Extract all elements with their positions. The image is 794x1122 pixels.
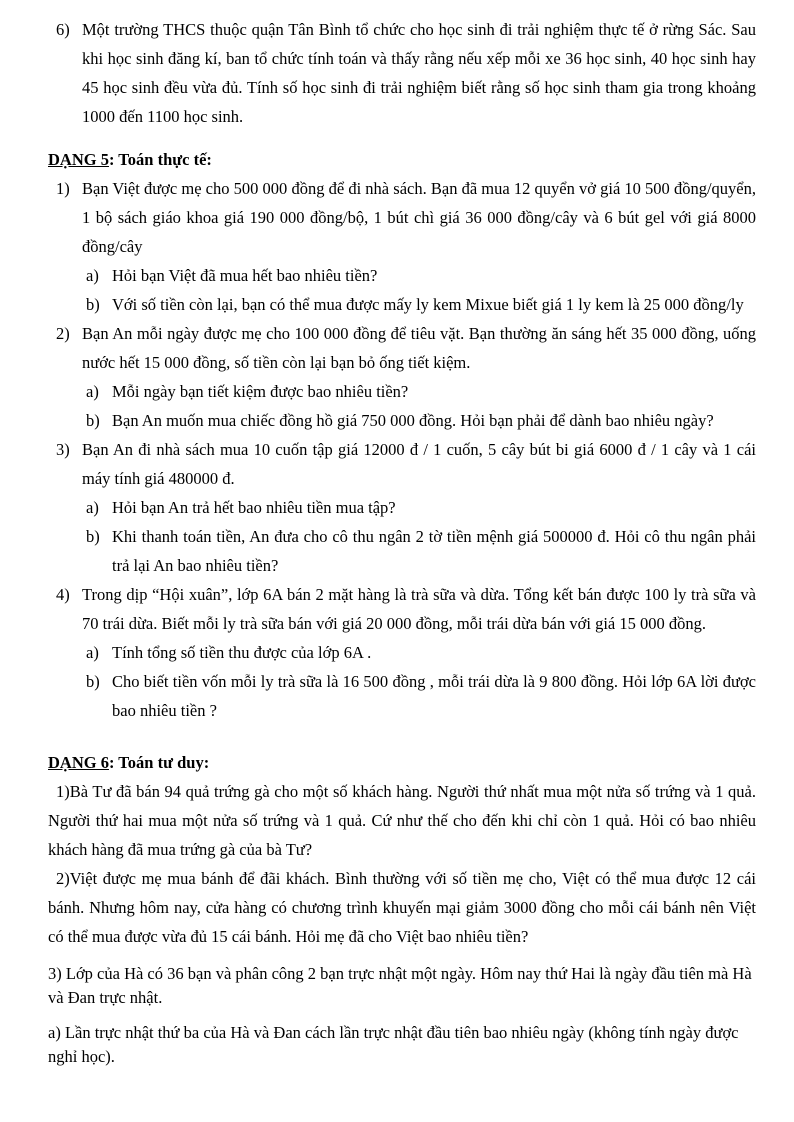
sub-question-letter: a) bbox=[86, 266, 99, 285]
problem-item bbox=[48, 174, 756, 261]
sub-question-letter: b) bbox=[86, 527, 100, 546]
sub-question-text: Hỏi bạn An trả hết bao nhiêu tiền mua tập? bbox=[112, 498, 396, 517]
section-5-heading-label: DẠNG 5 bbox=[48, 150, 109, 169]
section-6-paragraph: 3) Lớp của Hà có 36 bạn và phân công 2 bạn trực nhật một ngày. Hôm nay thứ Hai là ngày đầu tiên mà Hà và Đan trực nhật. bbox=[48, 964, 752, 1007]
sub-question bbox=[48, 261, 756, 290]
sub-question-letter: b) bbox=[86, 295, 100, 314]
sub-question-letter: a) bbox=[86, 643, 99, 662]
sub-question-letter: a) bbox=[86, 498, 99, 517]
sub-question bbox=[48, 667, 756, 725]
problem-text: Bạn An đi nhà sách mua 10 cuốn tập giá 12000 đ / 1 cuốn, 5 cây bút bi giá 6000 đ / 1 cây và 1 cái máy tính giá 480000 đ. bbox=[82, 440, 756, 488]
problem-number: 1) bbox=[56, 179, 70, 198]
sub-question-text: Khi thanh toán tiền, An đưa cho cô thu ngân 2 tờ tiền mệnh giá 500000 đ. Hỏi cô thu ngân phải trả lại An bao nhiêu tiền? bbox=[112, 527, 756, 575]
problem-text: Một trường THCS thuộc quận Tân Bình tổ chức cho học sinh đi trải nghiệm thực tế ở rừng Sác. Sau khi học sinh đăng kí, ban tổ chức tính toán và thấy rằng nếu xếp mỗi xe 36 học sinh, 40 học sinh hay 45 học sinh đều vừa đủ. Tính số học sinh đi trải nghiệm biết rằng số học sinh tham gia trong khoảng 1000 đến 1100 học sinh. bbox=[82, 20, 756, 126]
section-6-paragraph: 1)Bà Tư đã bán 94 quả trứng gà cho một số khách hàng. Người thứ nhất mua một nửa số trứng và 1 quả. Người thứ hai mua một nửa số trứng và 1 quả. Cứ như thế cho đến khi chỉ còn 1 quả. Hỏi có bao nhiêu khách hàng đã mua trứng gà của bà Tư? bbox=[48, 782, 756, 859]
problem-number: 3) bbox=[56, 440, 70, 459]
sub-question bbox=[48, 406, 756, 435]
problem-item bbox=[48, 435, 756, 493]
problem-number: 4) bbox=[56, 585, 70, 604]
problem-text: Bạn An mỗi ngày được mẹ cho 100 000 đồng để tiêu vặt. Bạn thường ăn sáng hết 35 000 đồng, uống nước hết 15 000 đồng, số tiền còn lại bạn bỏ ống tiết kiệm. bbox=[82, 324, 756, 372]
sub-question-text: Cho biết tiền vốn mỗi ly trà sữa là 16 500 đồng , mỗi trái dừa là 9 800 đồng. Hỏi lớp 6A lời được bao nhiêu tiền ? bbox=[112, 672, 756, 720]
sub-question bbox=[48, 638, 756, 667]
section-6-heading bbox=[48, 748, 756, 777]
problem-item bbox=[48, 580, 756, 638]
sub-question bbox=[48, 493, 756, 522]
sub-question-text: Bạn An muốn mua chiếc đồng hồ giá 750 000 đồng. Hỏi bạn phải để dành bao nhiêu ngày? bbox=[112, 411, 714, 430]
problem-item-6 bbox=[48, 15, 756, 131]
section-5-heading-rest: : Toán thực tế: bbox=[108, 150, 212, 169]
problem-number: 6) bbox=[56, 20, 70, 39]
sub-question-text: Hỏi bạn Việt đã mua hết bao nhiêu tiền? bbox=[112, 266, 378, 285]
problem-text: Trong dịp “Hội xuân”, lớp 6A bán 2 mặt hàng là trà sữa và dừa. Tổng kết bán được 100 ly trà sữa và 70 trái dừa. Biết mỗi ly trà sữa bán với giá 20 000 đồng, mỗi trái dừa bán với giá 15 000 đồng. bbox=[82, 585, 756, 633]
sub-question bbox=[48, 377, 756, 406]
section-6-heading-rest: : Toán tư duy: bbox=[108, 753, 210, 772]
sub-question-text: Mỗi ngày bạn tiết kiệm được bao nhiêu tiền? bbox=[112, 382, 409, 401]
sub-question bbox=[48, 290, 756, 319]
section-6-heading-label: DẠNG 6 bbox=[48, 753, 109, 772]
section-6-paragraph: a) Lần trực nhật thứ ba của Hà và Đan cách lần trực nhật đầu tiên bao nhiêu ngày (không tính ngày được nghỉ học). bbox=[48, 1023, 739, 1066]
sub-question-text: Với số tiền còn lại, bạn có thể mua được mấy ly kem Mixue biết giá 1 ly kem là 25 000 đồng/ly bbox=[112, 295, 744, 314]
section-5-heading bbox=[48, 145, 756, 174]
sub-question-letter: b) bbox=[86, 672, 100, 691]
problem-item bbox=[48, 319, 756, 377]
sub-question bbox=[48, 522, 756, 580]
problem-text: Bạn Việt được mẹ cho 500 000 đồng để đi nhà sách. Bạn đã mua 12 quyển vở giá 10 500 đồng/quyển, 1 bộ sách giáo khoa giá 190 000 đồng/bộ, 1 bút chì giá 36 000 đồng/cây và 6 bút gel với giá 8000 đồng/cây bbox=[82, 179, 756, 256]
problem-number: 2) bbox=[56, 324, 70, 343]
sub-question-letter: a) bbox=[86, 382, 99, 401]
section-6-paragraph: 2)Việt được mẹ mua bánh để đãi khách. Bình thường với số tiền mẹ cho, Việt có thể mua được 12 cái bánh. Nhưng hôm nay, cửa hàng có chương trình khuyến mại giảm 3000 đồng cho mỗi cái bánh nên Việt có thể mua được vừa đủ 15 cái bánh. Hỏi mẹ đã cho Việt bao nhiêu tiền? bbox=[48, 869, 756, 946]
sub-question-letter: b) bbox=[86, 411, 100, 430]
sub-question-text: Tính tổng số tiền thu được của lớp 6A . bbox=[112, 643, 372, 662]
